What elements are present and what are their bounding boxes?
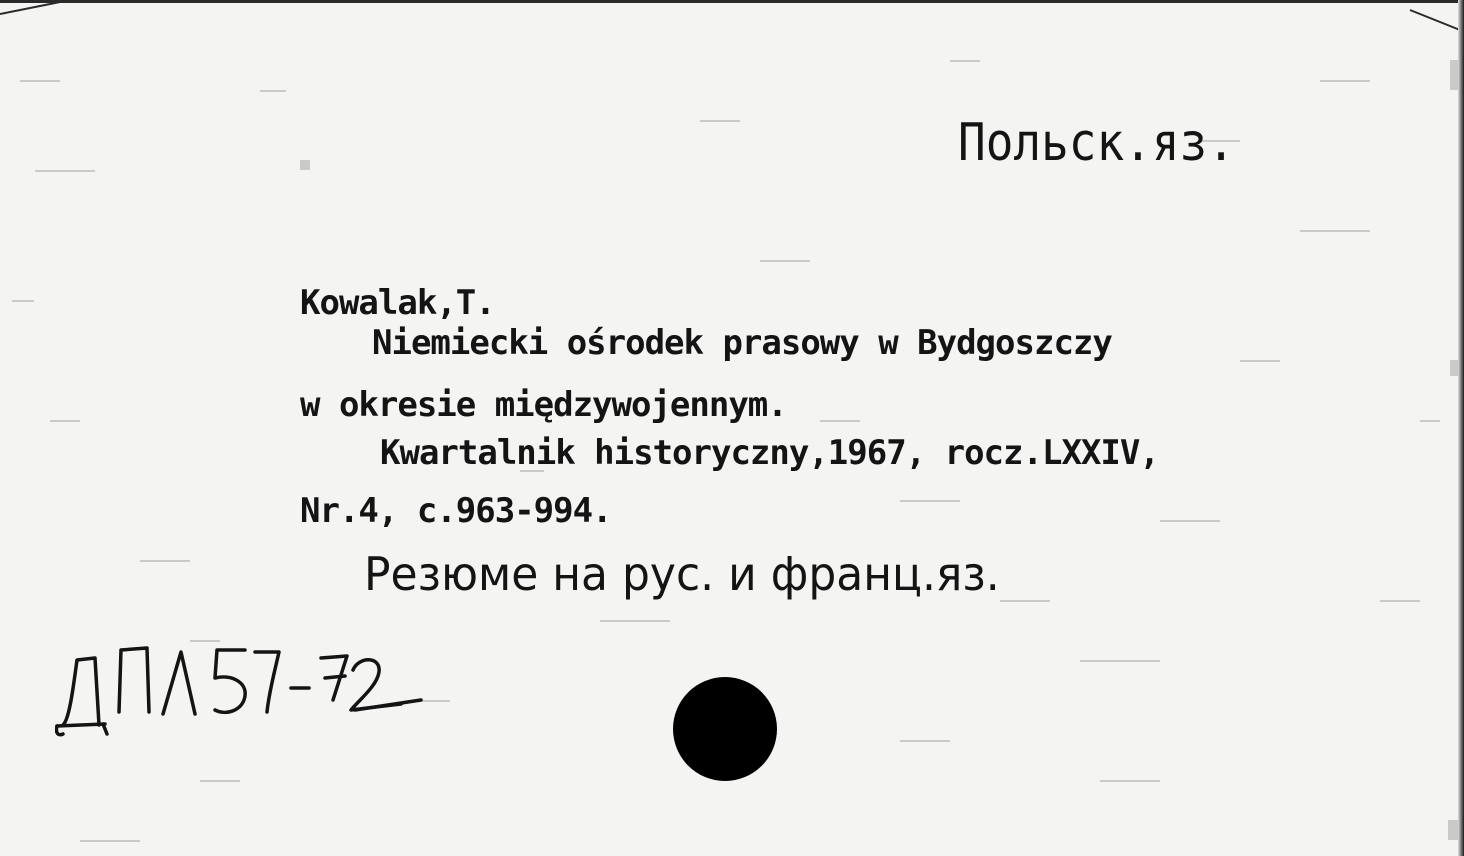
card-right-edge xyxy=(1458,0,1464,856)
handwritten-shelfmark xyxy=(55,630,435,750)
summary-note: Резюме на рус. и франц.яз. xyxy=(364,548,1000,602)
language-heading: Польск.яз. xyxy=(958,112,1235,173)
title-line-2: w okresie międzywojennym. xyxy=(300,385,787,425)
title-line-1: Niemiecki ośrodek prasowy w Bydgoszczy xyxy=(372,323,1112,363)
source-line-2: Nr.4, c.963-994. xyxy=(300,491,612,531)
punch-hole xyxy=(672,676,778,782)
source-line-1: Kwartalnik historyczny,1967, rocz.LXXIV, xyxy=(380,433,1159,473)
author-line: Kowalak,T. xyxy=(300,283,495,323)
card-top-edge xyxy=(0,0,1464,3)
